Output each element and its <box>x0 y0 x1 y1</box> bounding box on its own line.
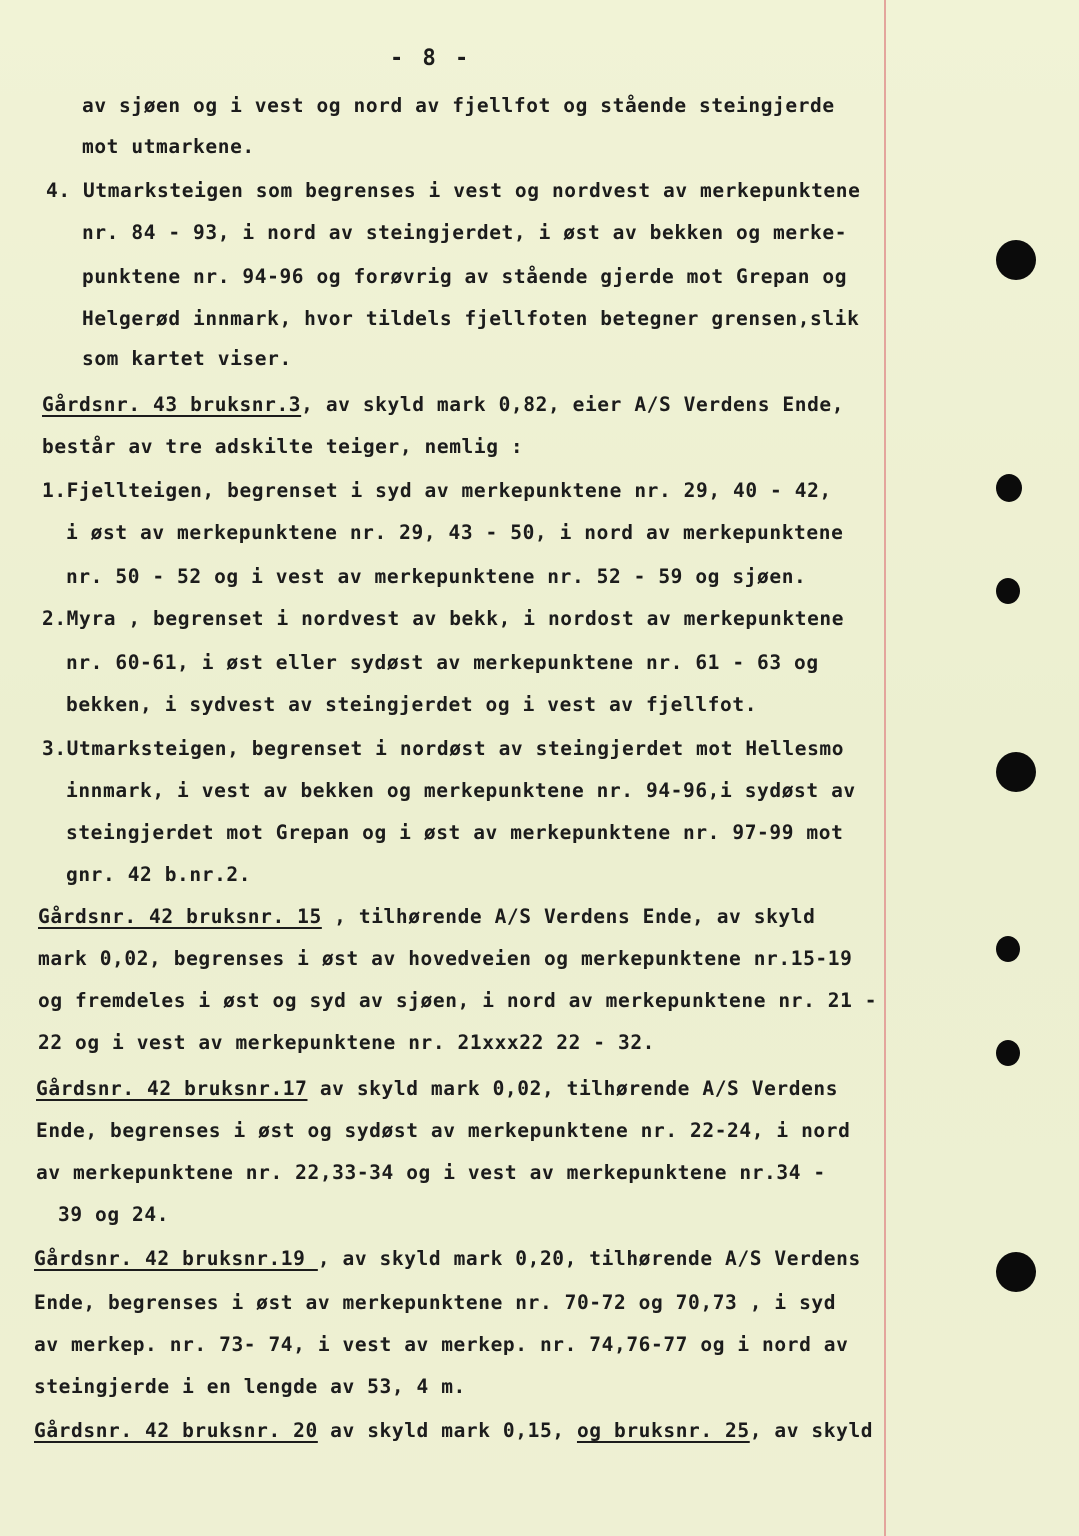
text-segment: 1.Fjellteigen, begrenset i syd av merkepunktene nr. 29, 40 - 42, <box>42 479 832 502</box>
text-segment: gnr. 42 b.nr.2. <box>66 863 252 886</box>
text-line <box>66 692 757 718</box>
punch-hole <box>996 1040 1020 1066</box>
text-line <box>66 778 856 804</box>
text-segment: Ende, begrenses i øst og sydøst av merkepunktene nr. 22-24, i nord <box>36 1119 851 1142</box>
text-line <box>82 346 292 372</box>
text-segment: , av skyld mark 0,82, eier A/S Verdens Ende, <box>301 393 845 416</box>
text-line <box>42 606 844 632</box>
text-segment: bekken, i sydvest av steingjerdet og i vest av fjellfot. <box>66 693 758 716</box>
text-segment: mark 0,02, begrenses i øst av hovedveien og merkepunktene nr.15-19 <box>38 947 853 970</box>
text-line <box>34 1332 848 1358</box>
underlined-heading: Gårdsnr. 42 bruksnr. 20 <box>34 1419 318 1442</box>
underlined-heading: og bruksnr. 25 <box>576 1419 750 1442</box>
text-line <box>82 134 255 160</box>
text-segment: , av skyld mark 0,20, tilhørende A/S Verdens <box>317 1247 861 1270</box>
underlined-heading: Gårdsnr. 42 bruksnr. 15 <box>38 905 322 928</box>
text-segment: av skyld mark 0,15, <box>317 1419 577 1442</box>
text-line <box>46 178 860 204</box>
text-segment: 2.Myra , begrenset i nordvest av bekk, i nordost av merkepunktene <box>42 607 845 630</box>
text-line <box>34 1418 873 1444</box>
punch-hole <box>996 474 1022 502</box>
text-line <box>36 1076 838 1102</box>
text-segment: mot utmarkene. <box>82 135 255 158</box>
text-line <box>66 650 819 676</box>
text-line <box>38 1030 655 1056</box>
text-line <box>66 820 843 846</box>
underlined-heading: Gårdsnr. 43 bruksnr.3 <box>42 393 302 416</box>
text-line <box>34 1374 466 1400</box>
text-line <box>82 220 847 246</box>
text-segment: 39 og 24. <box>58 1203 170 1226</box>
text-segment: innmark, i vest av bekken og merkepunktene nr. 94-96,i sydøst av <box>66 779 856 802</box>
text-line <box>66 862 251 888</box>
text-segment: av merkepunktene nr. 22,33-34 og i vest av merkepunktene nr.34 - <box>36 1161 826 1184</box>
text-line <box>42 434 523 460</box>
text-line <box>36 1118 850 1144</box>
text-line <box>82 264 847 290</box>
text-segment: i øst av merkepunktene nr. 29, 43 - 50, i nord av merkepunktene <box>66 521 844 544</box>
text-line <box>66 564 806 590</box>
text-segment: steingjerde i en lengde av 53, 4 m. <box>34 1375 466 1398</box>
text-line <box>38 988 877 1014</box>
text-segment: og fremdeles i øst og syd av sjøen, i nord av merkepunktene nr. 21 - <box>38 989 878 1012</box>
punch-hole <box>996 240 1036 280</box>
underlined-heading: Gårdsnr. 42 bruksnr.17 <box>36 1077 308 1100</box>
text-segment: , av skyld <box>749 1419 874 1442</box>
text-segment: , tilhørende A/S Verdens Ende, av skyld <box>321 905 816 928</box>
punch-hole <box>996 752 1036 792</box>
text-segment: steingjerdet mot Grepan og i øst av merkepunktene nr. 97-99 mot <box>66 821 844 844</box>
text-line <box>42 736 844 762</box>
page-number: - 8 - <box>390 46 472 71</box>
text-line <box>34 1246 861 1272</box>
text-line <box>82 93 835 119</box>
text-segment: punktene nr. 94-96 og forøvrig av stående gjerde mot Grepan og <box>82 265 848 288</box>
text-line <box>42 478 832 504</box>
text-segment: nr. 84 - 93, i nord av steingjerdet, i øst av bekken og merke- <box>82 221 848 244</box>
text-line <box>42 392 844 418</box>
text-line <box>38 946 852 972</box>
text-line <box>58 1202 169 1228</box>
text-segment: 3.Utmarksteigen, begrenset i nordøst av steingjerdet mot Hellesmo <box>42 737 845 760</box>
text-line <box>38 904 815 930</box>
text-segment: Helgerød innmark, hvor tildels fjellfoten betegner grensen,slik <box>82 307 860 330</box>
text-segment: består av tre adskilte teiger, nemlig : <box>42 435 524 458</box>
text-segment: nr. 50 - 52 og i vest av merkepunktene nr. 52 - 59 og sjøen. <box>66 565 807 588</box>
margin-line <box>884 0 886 1536</box>
text-segment: av skyld mark 0,02, tilhørende A/S Verdens <box>307 1077 839 1100</box>
text-line <box>36 1160 826 1186</box>
text-segment: som kartet viser. <box>82 347 292 370</box>
text-segment: 4. Utmarksteigen som begrenses i vest og nordvest av merkepunktene <box>46 179 861 202</box>
text-line <box>66 520 843 546</box>
text-line <box>82 306 859 332</box>
text-segment: 22 og i vest av merkepunktene nr. 21xxx22 22 - 32. <box>38 1031 655 1054</box>
text-segment: av merkep. nr. 73- 74, i vest av merkep. nr. 74,76-77 og i nord av <box>34 1333 849 1356</box>
text-segment: av sjøen og i vest og nord av fjellfot og stående steingjerde <box>82 94 835 117</box>
text-segment: nr. 60-61, i øst eller sydøst av merkepunktene nr. 61 - 63 og <box>66 651 819 674</box>
underlined-heading: Gårdsnr. 42 bruksnr.19 <box>34 1247 318 1270</box>
punch-hole <box>996 1252 1036 1292</box>
text-segment: Ende, begrenses i øst av merkepunktene nr. 70-72 og 70,73 , i syd <box>34 1291 837 1314</box>
punch-hole <box>996 578 1020 604</box>
punch-hole <box>996 936 1020 962</box>
text-line <box>34 1290 836 1316</box>
